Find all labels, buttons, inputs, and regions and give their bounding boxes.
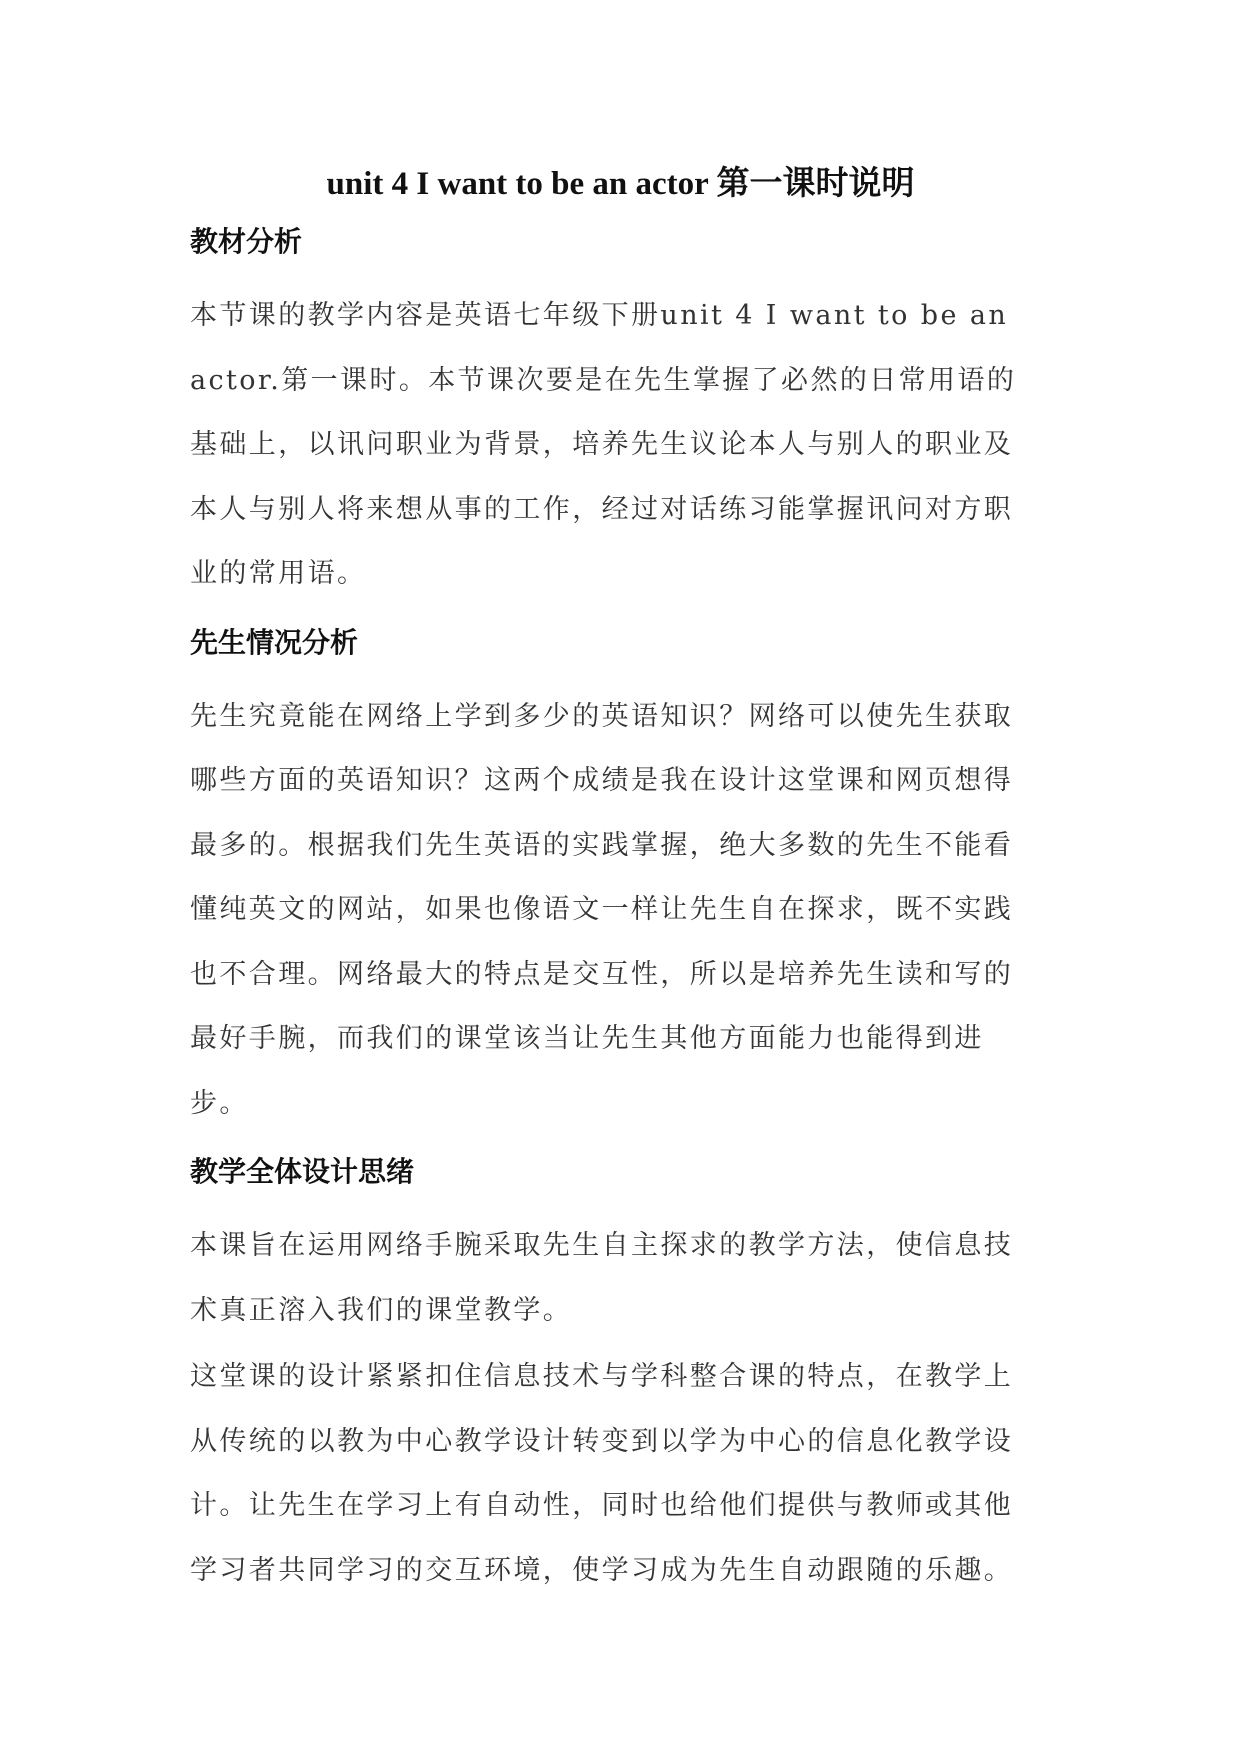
text-line: 这堂课的设计紧紧扣住信息技术与学科整合课的特点，在教学上 [190,1361,1014,1392]
text-line: 基础上，以讯问职业为背景，培养先生议论本人与别人的职业及 [190,429,1014,460]
section-overall-design [190,1152,1050,1603]
section-heading: 教学全体设计思绪 [190,1155,415,1188]
document-body [190,222,1050,1605]
text-line: 先生究竟能在网络上学到多少的英语知识？网络可以使先生获取 [190,700,1014,732]
text-line: 业的常用语。 [190,558,367,589]
text-line: 本节课的教学内容是英语七年级下册unit 4 I want to be an [190,300,1009,331]
paragraph [190,1214,1050,1343]
section-heading: 教材分析 [190,225,303,258]
text-line: 从传统的以教为中心教学设计转变到以学为中心的信息化教学设 [190,1425,1014,1457]
text-line: 哪些方面的英语知识？这两个成绩是我在设计这堂课和网页想得 [190,765,1014,796]
text-line: 本课旨在运用网络手腕采取先生自主探求的教学方法，使信息技 [190,1230,1014,1261]
text-line: actor.第一课时。本节课次要是在先生掌握了必然的日常用语的 [190,364,1017,396]
paragraph [190,1345,1050,1603]
text-line: 也不合理。网络最大的特点是交互性，所以是培养先生读和写的 [190,958,1014,990]
section-textbook-analysis [190,222,1050,607]
section-student-analysis [190,623,1050,1137]
paragraph [190,284,1050,607]
text-line: 本人与别人将来想从事的工作，经过对话练习能掌握讯问对方职 [190,493,1014,525]
text-line: 计。让先生在学习上有自动性，同时也给他们提供与教师或其他 [190,1490,1014,1521]
paragraph [190,685,1050,1137]
document-title: unit 4 I want to be an actor 第一课时说明 [326,166,915,202]
text-line: 最好手腕，而我们的课堂该当让先生其他方面能力也能得到进 [190,1023,984,1054]
text-line: 学习者共同学习的交互环境，使学习成为先生自动跟随的乐趣。 [190,1554,1014,1586]
section-heading: 先生情况分析 [190,625,359,659]
text-line: 步。 [190,1087,249,1119]
text-line: 懂纯英文的网站，如果也像语文一样让先生自在探求，既不实践 [190,894,1014,925]
text-line: 最多的。根据我们先生英语的实践掌握，绝大多数的先生不能看 [190,829,1014,861]
text-line: 术真正溶入我们的课堂教学。 [190,1294,573,1326]
